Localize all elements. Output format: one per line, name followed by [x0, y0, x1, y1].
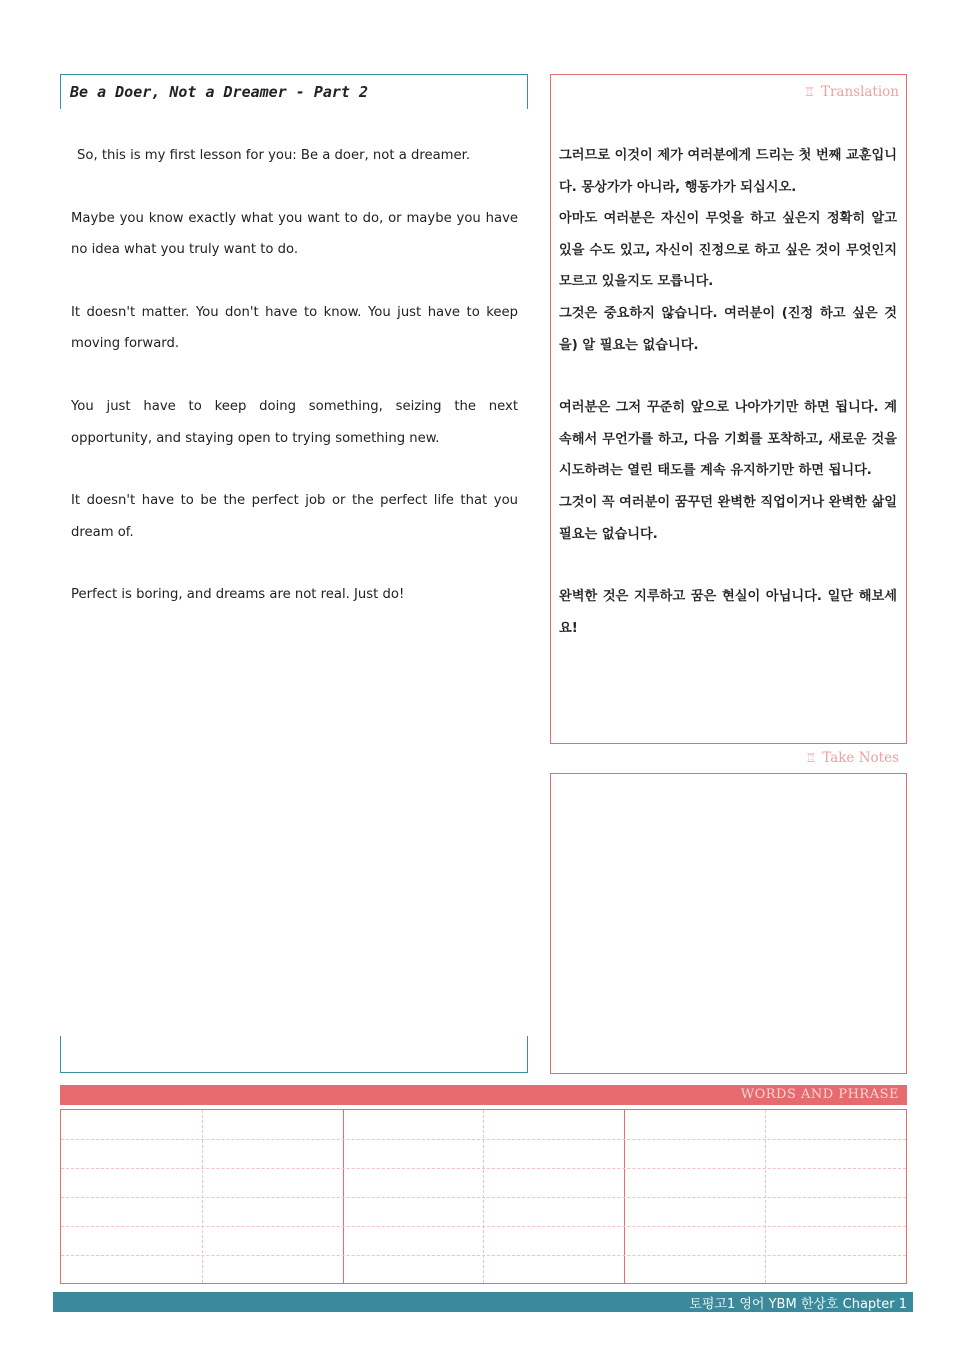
translation-paragraph: 여러분은 그저 꾸준히 앞으로 나아가기만 하면 됩니다. 계속해서 무언가를 하고, 다음 기회를 포착하고, 새로운 것을 시도하려는 열린 태도를 계속 유지하기만 하면 됩니다. 그것이 꼭 여러분이 꿈꾸던 완벽한 직업이거나 완벽한 삶일 필요는 없습니다. — [559, 400, 897, 542]
words-header-bar — [60, 1085, 907, 1105]
table-row-line — [61, 1197, 906, 1198]
english-passage — [71, 140, 518, 642]
english-paragraph: It doesn't matter. You don't have to know. You just have to keep moving forward. — [71, 304, 518, 352]
notes-label — [805, 750, 899, 766]
footer-bar — [53, 1292, 913, 1312]
bookmark-icon: ♖ — [804, 85, 815, 99]
translation-label — [804, 84, 899, 100]
words-table[interactable] — [60, 1109, 907, 1284]
translation-label-text: Translation — [820, 84, 899, 100]
table-row-line — [61, 1139, 906, 1140]
english-paragraph: So, this is my first lesson for you: Be a doer, not a dreamer. — [77, 148, 471, 163]
bookmark-icon: ♖ — [805, 751, 817, 765]
passage-bottom-frame — [60, 1036, 528, 1073]
english-paragraph: You just have to keep doing something, seizing the next opportunity, and staying open to trying something new. — [71, 398, 518, 446]
words-header-label: WORDS AND PHRASE — [740, 1087, 899, 1102]
table-row-line — [61, 1226, 906, 1227]
translation-paragraph: 완벽한 것은 지루하고 꿈은 현실이 아닙니다. 일단 해보세요! — [559, 589, 897, 636]
notes-area[interactable] — [550, 773, 907, 1074]
translation-paragraph: 그러므로 이것이 제가 여러분에게 드리는 첫 번째 교훈입니다. 몽상가가 아니라, 행동가가 되십시오. 아마도 여러분은 자신이 무엇을 하고 싶은지 정확히 알고 있을 수도 있고, 자신이 진정으로 하고 싶은 것이 무엇인지 모르고 있을지도 모릅니다. 그것은 중요하지 않습니다. 여러분이 (진정 하고 싶은 것을) 알 필요는 없습니다. — [559, 148, 897, 353]
english-paragraph: Perfect is boring, and dreams are not real. Just do! — [71, 587, 405, 603]
footer-text: 토평고1 영어 YBM 한상호 Chapter 1 — [689, 1297, 907, 1312]
page-title: Be a Doer, Not a Dreamer - Part 2 — [70, 83, 369, 101]
table-row-line — [61, 1255, 906, 1256]
table-row-line — [61, 1168, 906, 1169]
english-paragraph: It doesn't have to be the perfect job or the perfect life that you dream of. — [71, 493, 518, 540]
notes-label-text: Take Notes — [822, 750, 899, 766]
english-paragraph: Maybe you know exactly what you want to do, or maybe you have no idea what you truly want to do. — [71, 210, 518, 258]
translation-text — [559, 140, 897, 675]
